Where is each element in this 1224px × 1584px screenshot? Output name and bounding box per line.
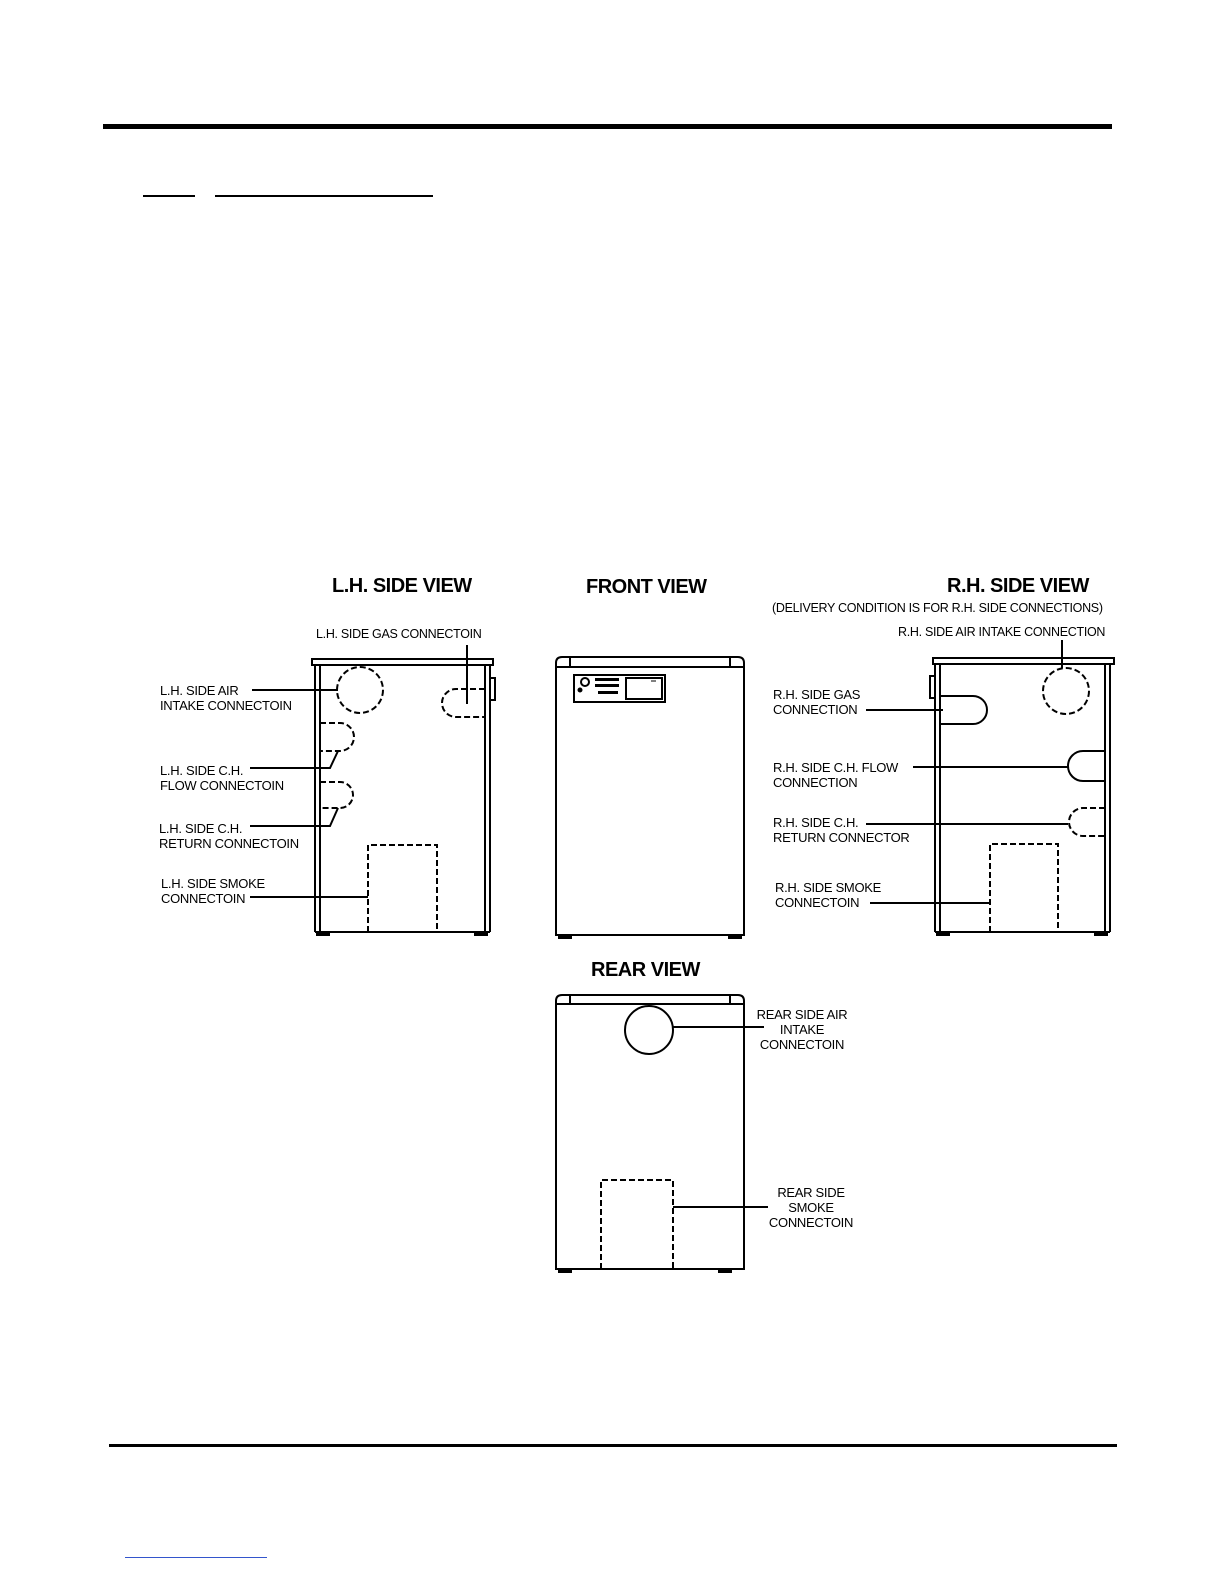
lh-side-view-title: L.H. SIDE VIEW — [332, 575, 472, 597]
lh-return-label: L.H. SIDE C.H. RETURN CONNECTOIN — [159, 821, 299, 851]
rh-flow-label: R.H. SIDE C.H. FLOW CONNECTION — [773, 760, 899, 790]
rh-air-label: R.H. SIDE AIR INTAKE CONNECTION — [898, 625, 1106, 639]
lh-leaders — [250, 645, 467, 897]
footer-link-underline[interactable] — [125, 1557, 267, 1558]
rh-leaders — [866, 640, 1069, 903]
lh-air-label: L.H. SIDE AIR INTAKE CONNECTOIN — [160, 683, 292, 713]
rh-smoke-label: R.H. SIDE SMOKE CONNECTOIN — [775, 880, 882, 910]
rear-leaders — [673, 1027, 768, 1207]
rh-gas-outline — [940, 696, 987, 724]
rear-air-label: REAR SIDE AIR INTAKE CONNECTOIN — [756, 1007, 848, 1052]
rear-view-title: REAR VIEW — [591, 959, 700, 981]
rh-hidden-connections — [990, 668, 1105, 932]
lh-hidden-connections — [320, 667, 485, 932]
rh-flow-outline — [1068, 751, 1105, 781]
lh-smoke-outline — [368, 845, 437, 932]
rh-return-outline — [1069, 808, 1105, 836]
lh-smoke-label: L.H. SIDE SMOKE CONNECTOIN — [161, 876, 265, 906]
rear-air-intake-circle — [625, 1006, 673, 1054]
rear-smoke-label: REAR SIDE SMOKE CONNECTOIN — [768, 1185, 854, 1230]
rh-delivery-note: (DELIVERY CONDITION IS FOR R.H. SIDE CONNECTIONS) — [772, 601, 1103, 615]
rh-side-view-title: R.H. SIDE VIEW — [947, 575, 1089, 597]
lh-flow-outline — [320, 723, 354, 751]
rh-return-label: R.H. SIDE C.H. RETURN CONNECTOR — [773, 815, 910, 845]
lh-flow-label: L.H. SIDE C.H. FLOW CONNECTOIN — [160, 763, 284, 793]
lh-gas-outline — [442, 689, 485, 717]
front-control-panel — [574, 675, 665, 702]
rh-smoke-outline — [990, 844, 1058, 932]
lh-air-intake-circle — [337, 667, 383, 713]
lh-return-outline — [320, 782, 353, 808]
rh-gas-label: R.H. SIDE GAS CONNECTION — [773, 687, 861, 717]
rear-cabinet — [556, 995, 744, 1273]
rh-air-intake-circle — [1043, 668, 1089, 714]
front-view-title: FRONT VIEW — [586, 576, 707, 598]
rear-smoke-outline — [601, 1180, 673, 1269]
lh-gas-label: L.H. SIDE GAS CONNECTOIN — [316, 627, 482, 641]
footer-rule — [109, 1444, 1117, 1447]
